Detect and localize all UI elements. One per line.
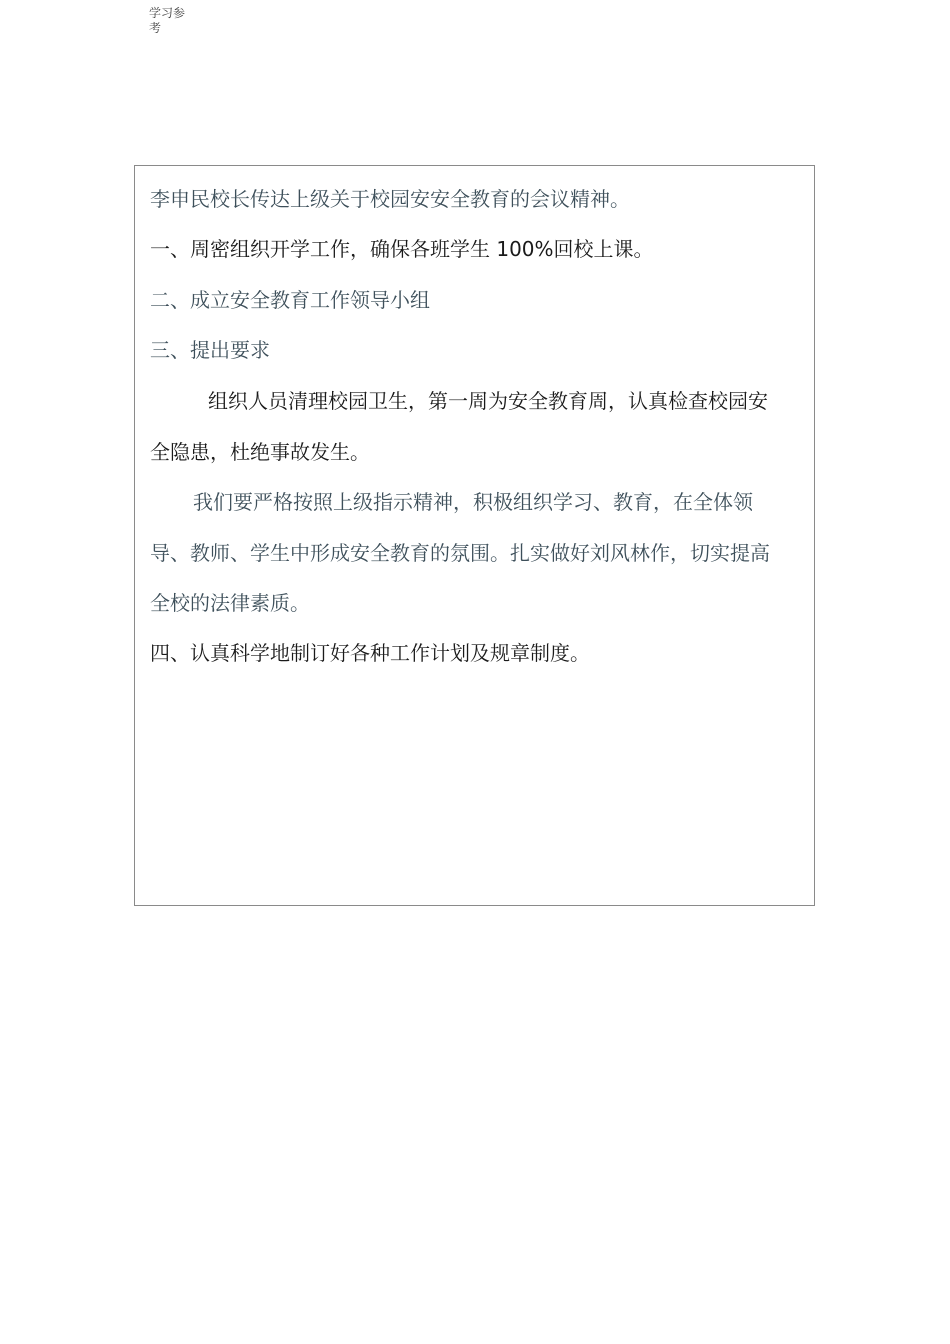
education-paragraph-line-3: 全校的法律素质。 <box>150 591 310 615</box>
item-two-text: 二、成立安全教育工作领导小组 <box>150 288 430 312</box>
header-note-line-2: 考 <box>149 21 162 35</box>
item-four-text: 四、认真科学地制订好各种工作计划及规章制度。 <box>150 641 590 665</box>
item-three-heading: 三、提出要求 <box>150 338 270 362</box>
requirement-paragraph-line-1: 组织人员清理校园卫生，第一周为安全教育周，认真检查校园安 <box>208 389 768 413</box>
education-paragraph-line-1: 我们要严格按照上级指示精神，积极组织学习、教育，在全体领 <box>193 490 753 514</box>
requirement-paragraph-line-2: 全隐患，杜绝事故发生。 <box>150 440 370 464</box>
meeting-intro-text: 李申民校长传达上级关于校园安安全教育的会议精神。 <box>150 187 630 211</box>
header-note-line-1: 学习参 <box>149 6 186 20</box>
header-note <box>149 6 197 36</box>
education-paragraph-line-2: 导、教师、学生中形成安全教育的氛围。扎实做好刘风林作，切实提高 <box>150 541 770 565</box>
content-box <box>134 165 815 906</box>
item-one-text: 一、周密组织开学工作，确保各班学生 100%回校上课。 <box>150 237 654 261</box>
